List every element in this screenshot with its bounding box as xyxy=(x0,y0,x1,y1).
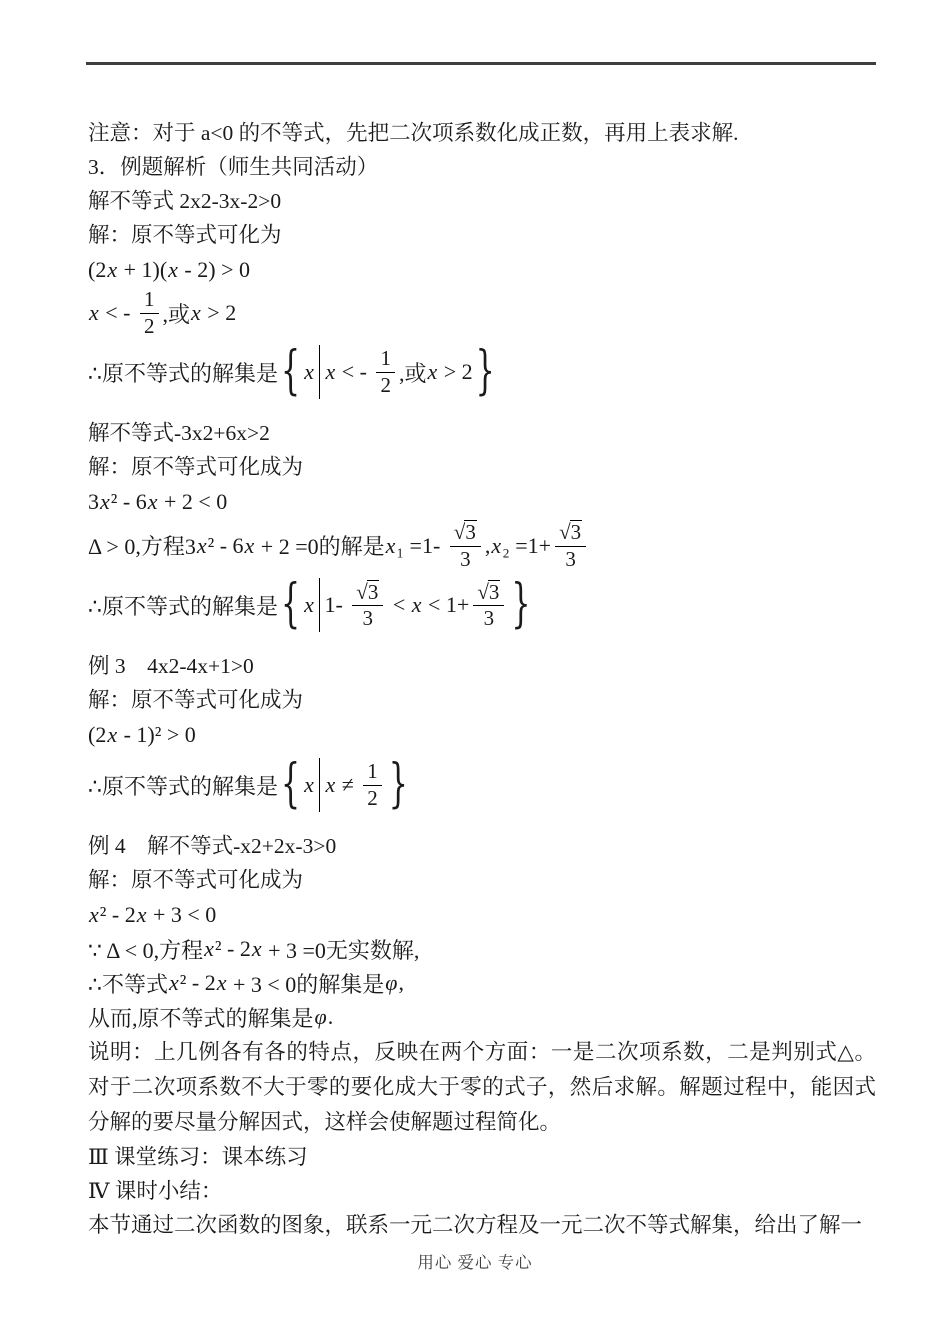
math-variable: x xyxy=(100,489,110,515)
left-brace-icon: { xyxy=(281,340,301,402)
math-variable: x xyxy=(107,257,118,282)
document-body xyxy=(88,116,876,1242)
math-text: 1- xyxy=(324,592,349,618)
left-brace-icon: { xyxy=(281,753,301,815)
fraction xyxy=(363,760,382,810)
math-variable: x xyxy=(251,936,262,962)
math-text: ∴原不等式的解集是 xyxy=(88,360,278,386)
math-text: ² - 6 xyxy=(207,532,244,558)
solution-label-4: 解：原不等式可化成为 xyxy=(88,868,304,893)
math-text: (2 xyxy=(88,722,107,748)
math-variable: x xyxy=(168,257,178,282)
right-brace-icon: } xyxy=(475,340,495,402)
math-text: ² - 2 xyxy=(214,936,251,962)
right-brace-icon: } xyxy=(388,753,408,815)
math-variable: x xyxy=(89,902,99,928)
math-variable: x xyxy=(427,359,438,385)
section-iii: Ⅲ 课堂练习：课本练习 xyxy=(88,1145,308,1170)
math-variable: x xyxy=(169,970,179,996)
math-text: ∴原不等式的解集是 xyxy=(88,773,278,799)
blank-line xyxy=(88,406,876,416)
math-text: < 1+ xyxy=(422,592,470,618)
math-variable: x xyxy=(89,300,99,326)
numerator: 1 xyxy=(363,760,382,786)
math-text: 3 xyxy=(88,489,99,515)
problem-4: 例 4 解不等式-x2+2x-3>0 xyxy=(88,834,337,859)
denominator: 3 xyxy=(362,606,374,631)
numerator: 1 xyxy=(376,347,395,373)
math-text: . xyxy=(327,1004,334,1030)
sqrt-icon: √ xyxy=(356,579,368,604)
solution-label-2: 解：原不等式可化成为 xyxy=(88,455,304,480)
math-text: 从而,原不等式的解集是 xyxy=(88,1005,314,1031)
math-variable: x xyxy=(147,489,158,515)
math-text: + 1)( xyxy=(118,257,168,282)
math-text: < - xyxy=(99,300,136,326)
denominator: 2 xyxy=(144,313,155,338)
math-text: (2 xyxy=(88,257,107,282)
note-line: 注意：对于 a<0 的不等式，先把二次项系数化成正数，再用上表求解. xyxy=(88,121,739,145)
math-text: ∴原不等式的解集是 xyxy=(88,593,278,619)
math-text: < - xyxy=(336,359,373,385)
math-text: + 3 < 0 xyxy=(147,902,217,928)
radicand: 3 xyxy=(570,520,582,545)
numerator xyxy=(555,520,586,547)
eq-standard-3 xyxy=(88,719,876,751)
summary-line: 本节通过二次函数的图象，联系一元二次方程及一元二次不等式解集，给出了解一 xyxy=(88,1213,863,1238)
conclusion-4 xyxy=(88,1001,876,1033)
math-text: ∵ Δ < 0,方程 xyxy=(88,937,204,963)
math-variable: x xyxy=(304,592,314,618)
math-text: > 2 xyxy=(201,300,237,326)
radicand: 3 xyxy=(488,579,500,604)
section-iv: Ⅳ 课时小结： xyxy=(88,1179,223,1204)
math-text: ² - 2 xyxy=(179,970,216,996)
math-text: > 2 xyxy=(438,359,473,385)
numerator xyxy=(352,580,383,607)
header-rule xyxy=(86,62,876,65)
sqrt-fraction xyxy=(555,520,586,571)
sqrt-icon: √ xyxy=(559,520,571,545)
math-variable: x xyxy=(107,722,118,748)
denominator: 3 xyxy=(565,546,576,571)
fraction xyxy=(140,288,159,338)
math-variable: x xyxy=(491,532,502,558)
eq-discriminant-4 xyxy=(88,933,876,965)
sqrt-fraction xyxy=(473,580,504,631)
denominator: 2 xyxy=(367,785,378,810)
math-variable: x xyxy=(191,300,201,326)
problem-2: 解不等式-3x2+6x>2 xyxy=(88,421,270,446)
solution-set-3 xyxy=(88,755,876,815)
math-variable: x xyxy=(304,359,314,385)
eq-standard-2 xyxy=(88,486,876,518)
math-variable: x xyxy=(385,532,396,558)
solution-set-2 xyxy=(88,575,876,635)
set-divider-bar xyxy=(319,758,321,812)
math-variable: φ xyxy=(314,1004,327,1030)
math-text: ² - 2 xyxy=(99,902,136,928)
math-variable: x xyxy=(325,359,336,385)
right-brace-icon: } xyxy=(511,573,531,635)
math-variable: x xyxy=(136,902,147,928)
solution-set-1 xyxy=(88,342,876,402)
math-text: ₂ =1+ xyxy=(502,532,552,558)
sqrt-icon: √ xyxy=(477,579,489,604)
math-text: ² - 6 xyxy=(110,489,147,515)
blank-line xyxy=(88,639,876,649)
math-variable: x xyxy=(196,532,207,558)
numerator: 1 xyxy=(140,288,159,314)
set-divider-bar xyxy=(319,578,321,632)
math-text: + 3 =0无实数解, xyxy=(262,937,420,963)
math-text: ,或 xyxy=(162,301,191,327)
radicand: 3 xyxy=(465,520,476,545)
math-text: Δ > 0,方程3 xyxy=(88,534,196,560)
math-text: ∴不等式 xyxy=(88,971,168,997)
math-text: , xyxy=(484,532,491,558)
page-footer: 用心 爱心 专心 xyxy=(417,1253,533,1272)
math-variable: x xyxy=(244,532,255,558)
math-variable: x xyxy=(204,936,214,962)
math-variable: x xyxy=(304,772,314,798)
numerator xyxy=(473,580,504,607)
math-text: + 3 < 0的解集是 xyxy=(227,971,385,997)
set-divider-bar xyxy=(319,345,321,399)
math-variable: x xyxy=(411,592,422,618)
math-text: - 1)² > 0 xyxy=(118,722,196,748)
math-variable: x xyxy=(325,772,336,798)
eq-empty-set-4 xyxy=(88,967,876,999)
math-text: - 2) > 0 xyxy=(178,257,250,282)
numerator xyxy=(450,520,481,547)
math-text: + 2 < 0 xyxy=(158,489,228,515)
math-text: + 2 =0的解是 xyxy=(255,534,385,560)
denominator: 2 xyxy=(380,372,391,397)
eq-standard-4 xyxy=(88,899,876,931)
math-text: < xyxy=(387,592,411,618)
solution-label-1: 解：原不等式可化为 xyxy=(88,223,282,247)
section-heading: 3．例题解析（师生共同活动） xyxy=(88,155,379,179)
eq-factored-1 xyxy=(88,254,876,286)
problem-3: 例 3 4x2-4x+1>0 xyxy=(88,654,254,679)
eq-solution-1 xyxy=(88,288,876,338)
math-text: , xyxy=(398,970,404,996)
denominator: 3 xyxy=(460,546,471,571)
remark-paragraph: 说明：上几例各有各的特点，反映在两个方面：一是二次项系数，二是判别式△。对于二次项系数不大于零的要化成大于零的式子，然后求解。解题过程中，能因式分解的要尽量分解因式，这样会使解题过程简化。 xyxy=(88,1040,876,1135)
blank-line xyxy=(88,819,876,829)
denominator: 3 xyxy=(483,606,495,631)
fraction xyxy=(376,347,395,397)
sqrt-icon: √ xyxy=(453,520,466,545)
math-text: ,或 xyxy=(398,360,427,386)
eq-roots-2 xyxy=(88,520,876,571)
solution-label-3: 解：原不等式可化成为 xyxy=(88,688,304,713)
math-text: ≠ xyxy=(336,772,360,798)
math-text: ₁ =1- xyxy=(396,532,446,558)
sqrt-fraction xyxy=(352,580,383,631)
problem-1: 解不等式 2x2-3x-2>0 xyxy=(88,189,282,213)
math-variable: φ xyxy=(385,970,398,996)
math-variable: x xyxy=(216,970,227,996)
radicand: 3 xyxy=(367,579,379,604)
sqrt-fraction xyxy=(450,520,481,571)
left-brace-icon: { xyxy=(281,573,301,635)
